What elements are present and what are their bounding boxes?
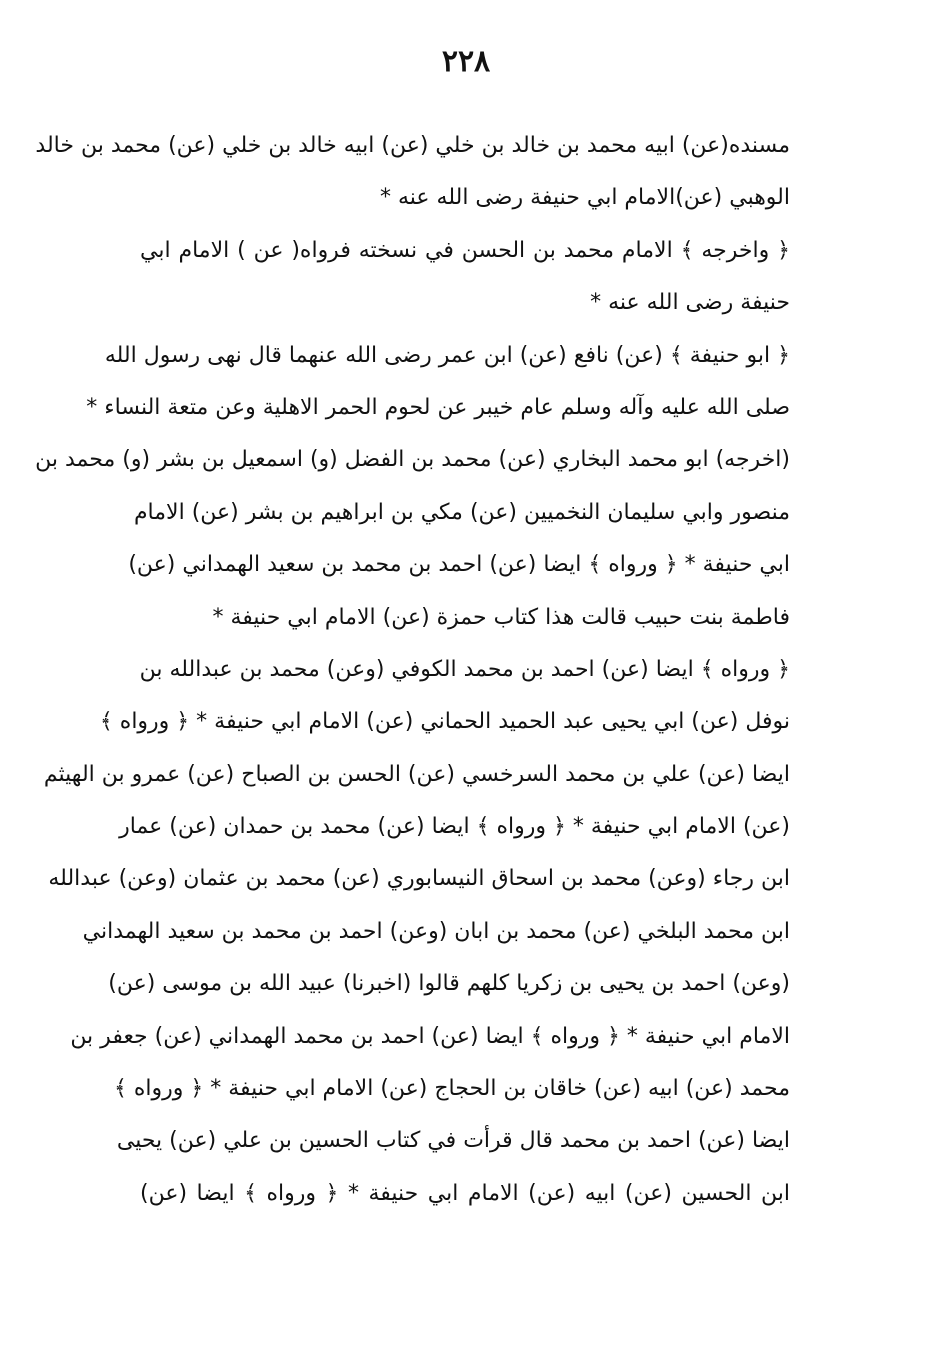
text-line-18: الامام ابي حنيفة * ﴿ ورواه ﴾ ايضا (عن) احمد بن محمد الهمداني (عن) جعفر بن (70, 1023, 790, 1049)
body-text (35, 120, 790, 1220)
text-line-10: فاطمة بنت حبيب قالت هذا كتاب حمزة (عن) الامام ابي حنيفة * (212, 604, 790, 630)
text-line-12: نوفل (عن) ابي يحيى عبد الحميد الحماني (عن) الامام ابي حنيفة * ﴿ ورواه ﴾ (99, 709, 790, 735)
text-line-11: ﴿ ورواه ﴾ ايضا (عن) احمد بن محمد الكوفي (وعن) محمد بن عبدالله بن (139, 656, 790, 682)
text-line-3: ﴿ واخرجه ﴾ الامام محمد بن الحسن في نسخته فرواه( عن ) الامام ابي (140, 237, 790, 263)
text-line-6: صلى الله عليه وآله وسلم عام خيبر عن لحوم الحمر الاهلية وعن متعة النساء * (86, 394, 790, 420)
text-line-9: ابي حنيفة * ﴿ ورواه ﴾ ايضا (عن) احمد بن محمد بن سعيد الهمداني (عن) (128, 552, 790, 578)
text-line-7: (اخرجه) ابو محمد البخاري (عن) محمد بن الفضل (و) اسمعيل بن بشر (و) محمد بن (35, 447, 790, 473)
page-number: ٢٢٨ (441, 44, 491, 79)
text-line-15: ابن رجاء (وعن) محمد بن اسحاق النيسابوري (عن) محمد بن عثمان (وعن) عبدالله (48, 866, 790, 892)
text-line-13: ايضا (عن) علي بن محمد السرخسي (عن) الحسن بن الصباح (عن) عمرو بن الهيثم (43, 761, 790, 787)
text-line-21: ابن الحسين (عن) ابيه (عن) الامام ابي حنيفة * ﴿ ورواه ﴾ ايضا (عن) (140, 1180, 790, 1206)
text-line-4: حنيفة رضى الله عنه * (590, 290, 790, 316)
text-line-2: الوهبي (عن)الامام ابي حنيفة رضى الله عنه * (380, 185, 790, 211)
text-line-16: ابن محمد البلخي (عن) محمد بن ابان (وعن) احمد بن محمد بن سعيد الهمداني (82, 918, 790, 944)
text-line-19: محمد (عن) ابيه (عن) خاقان بن الحجاج (عن) الامام ابي حنيفة * ﴿ ورواه ﴾ (113, 1076, 790, 1102)
text-line-1: مسنده(عن) ابيه محمد بن خالد بن خلي (عن) ابيه خالد بن خلي (عن) محمد بن خالد (35, 133, 790, 158)
text-line-20: ايضا (عن) احمد بن محمد قال قرأت في كتاب الحسين بن علي (عن) يحيى (116, 1128, 790, 1154)
text-line-17: (وعن) احمد بن يحيى بن زكريا كلهم قالوا (اخبرنا) عبيد الله بن موسى (عن) (108, 971, 790, 997)
text-line-5: ﴿ ابو حنيفة ﴾ (عن) نافع (عن) ابن عمر رضى الله عنهما قال نهى رسول الله (104, 342, 790, 368)
text-line-14: (عن) الامام ابي حنيفة * ﴿ ورواه ﴾ ايضا (عن) محمد بن حمدان (عن) عمار (119, 814, 790, 840)
text-line-8: منصور وابي سليمان النخميين (عن) مكي بن ابراهيم بن بشر (عن) الامام (133, 499, 790, 525)
